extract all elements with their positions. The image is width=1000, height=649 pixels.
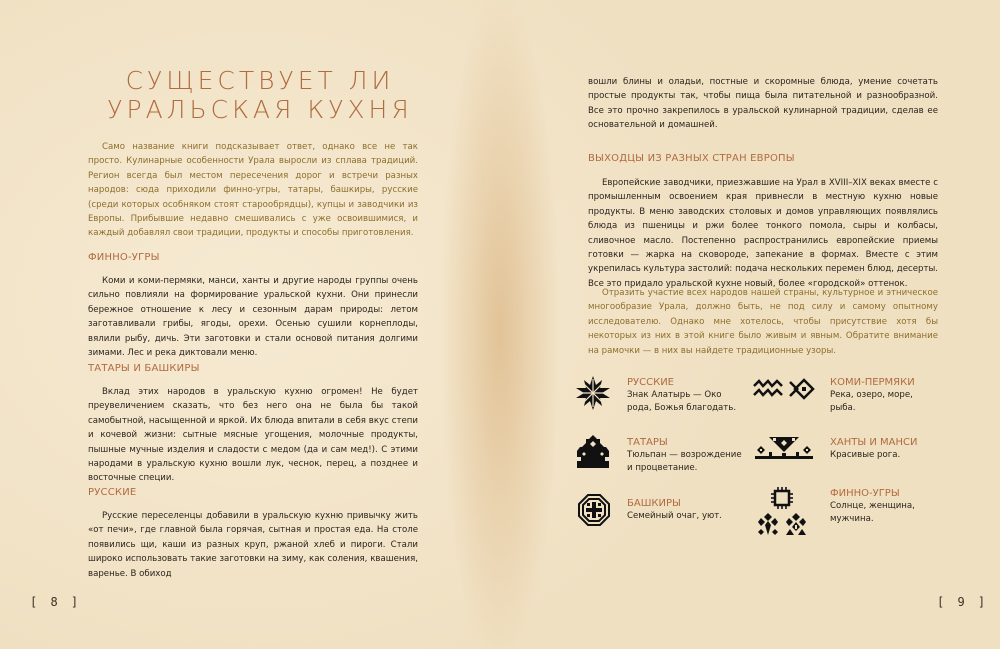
section-heading-finno-ugric: ФИННО-УГРЫ xyxy=(88,252,160,263)
hearth-octagon-icon xyxy=(578,494,610,526)
title-line-2: УРАЛЬСКАЯ КУХНЯ xyxy=(107,95,413,124)
legend-title: ТАТАРЫ xyxy=(627,437,668,448)
section-heading-russians: РУССКИЕ xyxy=(88,487,137,498)
legend-finno-ugric xyxy=(830,487,915,526)
section-text-tatars-bashkirs: Вклад этих народов в уральскую кухню огромен! Не будет преувеличением сказать, что без него она не была бы такой самобытной, насыщенной и яркой. Их блюда впитали в себя вкус степи и кочевой жизни: сытные мясные угощения, молочные продукты, пышные мучные изделия и сладости с медом (да и сам мед!). С этими народами в уральскую кухню вошли лук, чеснок, перец, а позднее и восточные специи. xyxy=(88,387,418,484)
tulip-icon xyxy=(576,433,610,469)
legend-title: КОМИ-ПЕРМЯКИ xyxy=(830,377,915,388)
ornaments-note: Отразить участие всех народов нашей страны, культурное и этническое многообразие Урала, должно быть, не под силу и самому опытному исследователю. Однако мне хотелось, чтобы присутствие хотя бы некоторых из них в этой книге было живым и явным. Обратите внимание на рамочки — в них вы найдете традиционные узоры. xyxy=(588,288,938,356)
woman-icon xyxy=(758,513,778,535)
waves-fish-icon xyxy=(753,378,815,400)
intro-paragraph: Само название книги подсказывает ответ, однако все не так просто. Кулинарные особенности Урала выросли из сплава традиций. Регион всегда был местом пересечения дорог и встречи разных народов: сюда приходили финно-угры, татары, башкиры, русские (среди которых особняком стоят старообрядцы), купцы и заводчики из Европы. Прибывшие недавно смешивались с уже освоившимися, и каждый добавлял свои традиции, продукты и способы приготовления. xyxy=(88,142,418,239)
legend-tatars xyxy=(627,436,747,475)
continuation-paragraph: вошли блины и оладьи, постные и скоромные блюда, умение сочетать простые продукты так, чтобы пища была питательной и разнообразной. Все это прочно закрепилось в уральской кулинарной традиции, сделав ее основательной и домашней. xyxy=(588,77,938,131)
title-line-1: СУЩЕСТВУЕТ ЛИ xyxy=(125,66,395,95)
section-heading-europe: ВЫХОДЦЫ ИЗ РАЗНЫХ СТРАН ЕВРОПЫ xyxy=(588,153,795,164)
legend-russians xyxy=(627,376,742,415)
section-heading-tatars-bashkirs: ТАТАРЫ И БАШКИРЫ xyxy=(88,363,200,374)
legend-desc: Солнце, женщина, мужчина. xyxy=(830,501,915,524)
sun-icon xyxy=(771,487,793,509)
legend-desc: Красивые рога. xyxy=(830,450,901,460)
legend-title: ФИННО-УГРЫ xyxy=(830,488,900,499)
legend-khanty-mansi xyxy=(830,436,940,462)
legend-desc: Семейный очаг, уют. xyxy=(627,511,723,521)
page-title xyxy=(100,66,420,124)
right-page xyxy=(500,0,1000,649)
page-number-left: [ 8 ] xyxy=(30,595,82,609)
man-icon xyxy=(786,513,806,535)
legend-title: БАШКИРЫ xyxy=(627,498,681,509)
legend-bashkirs xyxy=(627,497,747,523)
legend-komi-permyaks xyxy=(830,376,925,415)
antlers-icon xyxy=(755,436,813,462)
alatyr-star-icon xyxy=(575,375,611,411)
legend-title: РУССКИЕ xyxy=(627,377,674,388)
section-text-finno-ugric: Коми и коми-пермяки, манси, ханты и другие народы группы очень сильно повлияли на формирование уральской кухни. Они принесли бережное отношение к лесу и сезонным дарам природы: летом заготавливали грибы, ягоды, орехи. Осенью сушили корнеплоды, вялили рыбу, дичь. Эти заготовки и стали основой питания долгими зимами. Лес и река диктовали меню. xyxy=(88,276,418,359)
section-text-russians: Русские переселенцы добавили в уральскую кухню привычку жить «от печи», где главной была горячая, сытная и простая еда. На столе появились щи, каши из разных круп, ржаной хлеб и пироги. Стали широко использовать такие заготовки на зиму, как соления, квашения, варенье. В обиход xyxy=(88,511,418,579)
legend-title: ХАНТЫ И МАНСИ xyxy=(830,437,918,448)
page-number-right: [ 9 ] xyxy=(937,595,989,609)
legend-desc: Река, озеро, море, рыба. xyxy=(830,390,913,413)
section-text-europe: Европейские заводчики, приезжавшие на Урал в XVIII–XIX веках вместе с промышленным освоением края привнесли в местную кухню новые продукты. В меню заводских столовых и домов управляющих появлялись блюда из пшеницы и ржи более тонкого помола, сыры и колбасы, сливочное масло. Постепенно распространились европейские приемы готовки — жарка на сковороде, запекание в формах. Вместе с этим укрепилась культура застолий: подача нескольких перемен блюд, десерты. Все это придало уральской кухне новый, более «городской» оттенок. xyxy=(588,178,938,289)
legend-desc: Знак Алатырь — Око рода, Божья благодать. xyxy=(627,390,737,413)
sun-woman-man-icon xyxy=(758,487,806,535)
legend-desc: Тюльпан — возрождение и процветание. xyxy=(627,450,742,473)
